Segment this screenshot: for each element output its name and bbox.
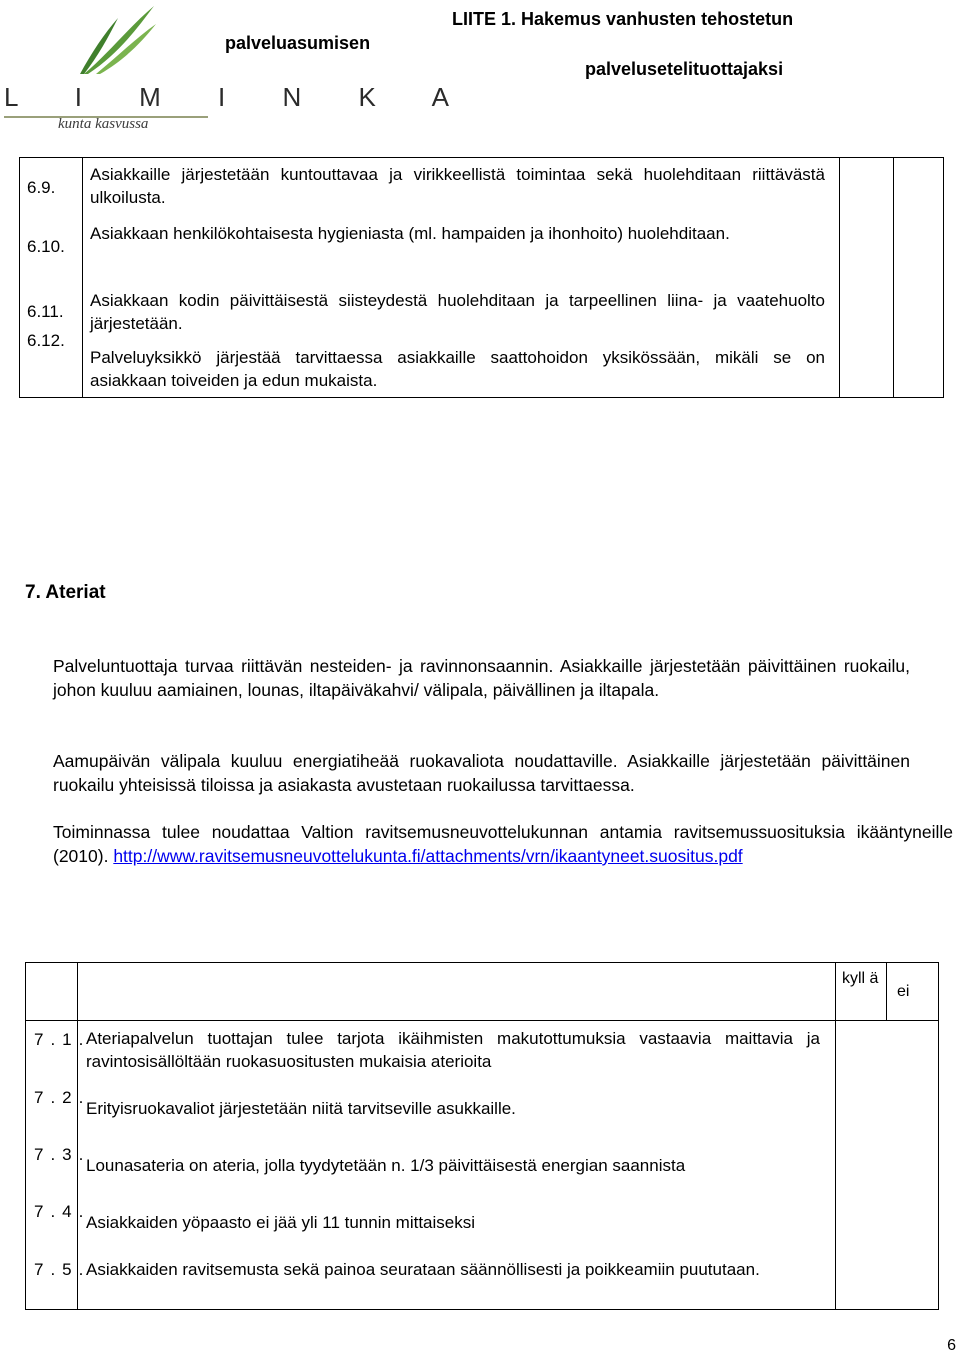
row-number: 7.5. xyxy=(34,1260,91,1279)
row-text: Ateriapalvelun tuottajan tulee tarjota ikäihmisten makutottumuksia vastaavia maittavia ja ravintosisällöltään ruokasuositusten mukaisia aterioita xyxy=(86,1029,820,1071)
paragraph-text: Toiminnassa tulee noudattaa Valtion ravitsemusneuvottelukunnan antamia ravitsemussuosituksia ikääntyneille (2010). xyxy=(53,822,953,866)
liminka-leaf-icon xyxy=(78,4,158,76)
row-number: 7.4. xyxy=(34,1202,91,1221)
row-number: 6.10. xyxy=(27,237,65,256)
header-appendix-title: LIITE 1. Hakemus vanhusten tehostetun xyxy=(452,9,794,29)
row-number: 7.1. xyxy=(34,1030,91,1049)
row-text: Asiakkaille järjestetään kuntouttavaa ja virikkeellistä toimintaa sekä huolehditaan riittävästä ulkoilusta. xyxy=(90,165,825,207)
row-text: Palveluyksikkö järjestää tarvittaessa asiakkaille saattohoidon yksikössään, mikäli se on asiakkaan toiveiden ja edun mukaista. xyxy=(90,348,825,390)
header-left-title: palveluasumisen xyxy=(225,33,371,53)
column-header-no: ei xyxy=(897,983,910,1000)
row-text: Asiakkaiden ravitsemusta sekä painoa seurataan säännöllisesti ja poikkeamiin puututaan. xyxy=(86,1260,760,1279)
paragraph-guidelines xyxy=(53,820,953,868)
row-number: 6.12. xyxy=(27,331,65,350)
column-header-yes: kyll ä xyxy=(842,970,879,987)
row-number: 6.11. xyxy=(27,302,64,321)
guidelines-link[interactable]: http://www.ravitsemusneuvottelukunta.fi/attachments/vrn/ikaantyneet.suositus.pdf xyxy=(113,846,743,866)
row-text: Asiakkaiden yöpaasto ei jää yli 11 tunnin mittaiseksi xyxy=(86,1213,476,1232)
page-number: 6 xyxy=(947,1337,956,1354)
logo-wordmark: L I M I N K A xyxy=(4,82,474,112)
row-text: Asiakkaan kodin päivittäisestä siisteydestä huolehditaan ja tarpeellinen liina- ja vaatehuolto järjestetään. xyxy=(90,291,825,333)
section-title: 7. Ateriat xyxy=(25,582,106,603)
row-text: Erityisruokavaliot järjestetään niitä tarvitseville asukkaille. xyxy=(86,1099,516,1118)
header-appendix-subtitle: palvelusetelituottajaksi xyxy=(585,59,784,79)
row-number: 7.2. xyxy=(34,1088,91,1107)
row-text: Lounasateria on ateria, jolla tyydytetään n. 1/3 päivittäisestä energian saannista xyxy=(86,1156,686,1175)
row-number: 7.3. xyxy=(34,1145,91,1164)
paragraph: Palveluntuottaja turvaa riittävän nesteiden- ja ravinnonsaannin. Asiakkaille järjestetään päivittäinen ruokailu, johon kuuluu aamiainen, lounas, iltapäiväkahvi/ välipala, päivällinen ja iltapala. xyxy=(53,656,910,700)
row-text: Asiakkaan henkilökohtaisesta hygieniasta (ml. hampaiden ja ihonhoito) huolehditaan. xyxy=(90,224,730,243)
row-number: 6.9. xyxy=(27,178,56,197)
logo-tagline: kunta kasvussa xyxy=(58,116,149,132)
paragraph: Aamupäivän välipala kuuluu energiatiheää ruokavaliota noudattaville. Asiakkaille järjestetään päivittäinen ruokailu yhteisissä tiloissa ja asiakasta avustetaan ruokailussa tarvittaessa. xyxy=(53,751,910,795)
